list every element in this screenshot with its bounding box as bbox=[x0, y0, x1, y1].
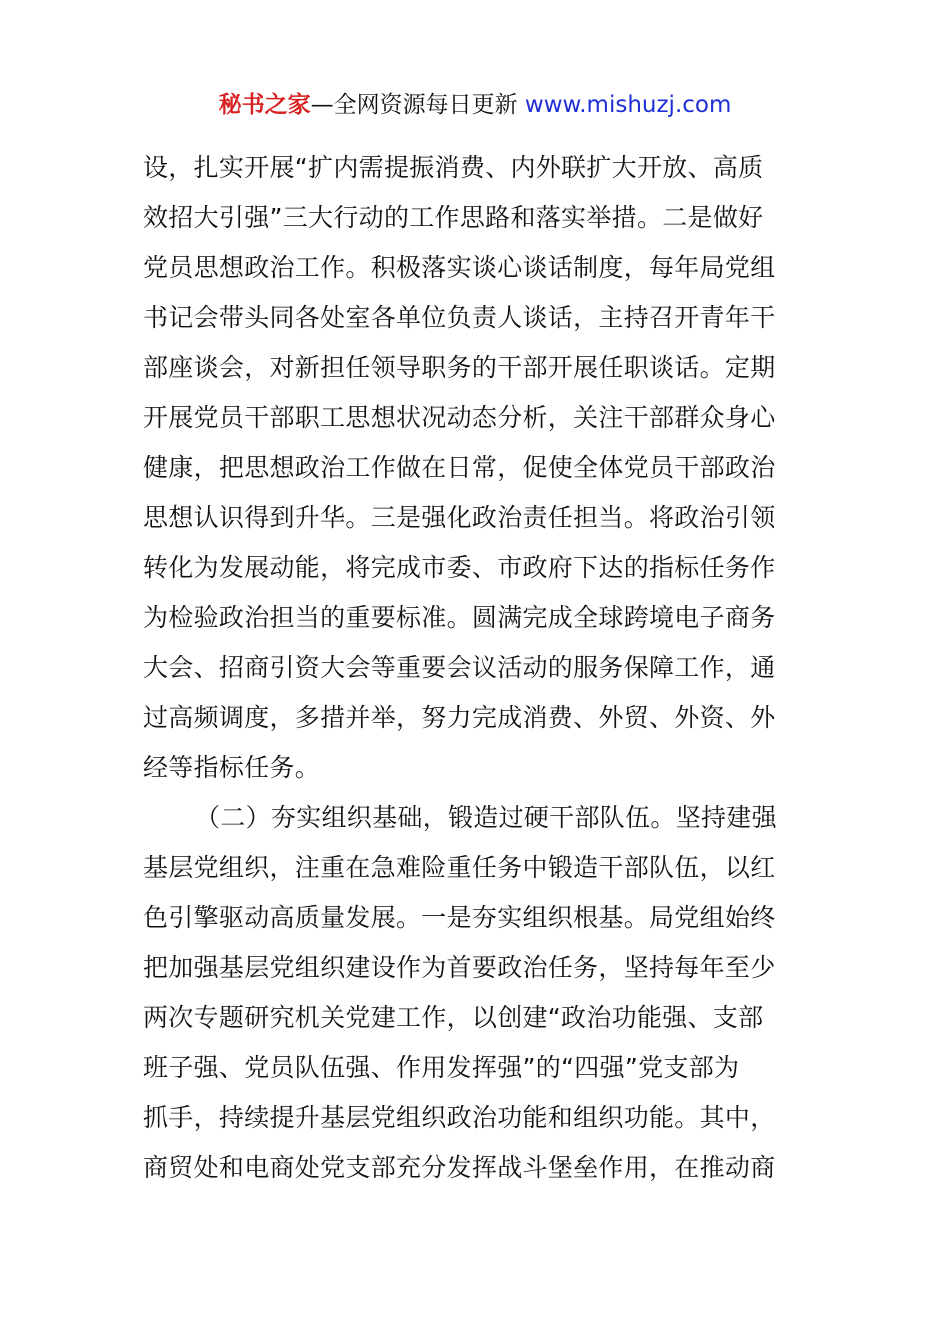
document-body bbox=[143, 143, 807, 1193]
text-line: 效招大引强”三大行动的工作思路和落实举措。二是做好 bbox=[143, 203, 764, 232]
text-line: 经等指标任务。 bbox=[143, 753, 321, 782]
text-line: 过高频调度，多措并举，努力完成消费、外贸、外资、外 bbox=[143, 703, 776, 732]
text-line: 基层党组织，注重在急难险重任务中锻造干部队伍，以红 bbox=[143, 853, 776, 882]
text-line: 色引擎驱动高质量发展。一是夯实组织根基。局党组始终 bbox=[143, 903, 776, 932]
text-line: 部座谈会，对新担任领导职务的干部开展任职谈话。定期 bbox=[143, 353, 776, 382]
text-line: 设，扎实开展“扩内需提振消费、内外联扩大开放、高质 bbox=[143, 153, 764, 182]
site-tagline: —全网资源每日更新 bbox=[310, 92, 525, 118]
text-line: 书记会带头同各处室各单位负责人谈话，主持召开青年干 bbox=[143, 303, 776, 332]
text-line: 商贸处和电商处党支部充分发挥战斗堡垒作用，在推动商 bbox=[143, 1153, 776, 1182]
text-line: 抓手，持续提升基层党组织政治功能和组织功能。其中， bbox=[143, 1103, 776, 1132]
text-line: 大会、招商引资大会等重要会议活动的服务保障工作，通 bbox=[143, 653, 776, 682]
text-line: 党员思想政治工作。积极落实谈心谈话制度，每年局党组 bbox=[143, 253, 776, 282]
site-brand: 秘书之家 bbox=[218, 92, 311, 118]
text-line: 两次专题研究机关党建工作，以创建“政治功能强、支部 bbox=[143, 1003, 764, 1032]
text-line: 开展党员干部职工思想状况动态分析，关注干部群众身心 bbox=[143, 403, 776, 432]
text-line: 把加强基层党组织建设作为首要政治任务，坚持每年至少 bbox=[143, 953, 776, 982]
text-line: 班子强、党员队伍强、作用发挥强”的“四强”党支部为 bbox=[143, 1053, 740, 1082]
text-line: 为检验政治担当的重要标准。圆满完成全球跨境电子商务 bbox=[143, 603, 776, 632]
text-line: 思想认识得到升华。三是强化政治责任担当。将政治引领 bbox=[143, 503, 776, 532]
text-line: 转化为发展动能，将完成市委、市政府下达的指标任务作 bbox=[143, 553, 776, 582]
text-line: 健康，把思想政治工作做在日常，促使全体党员干部政治 bbox=[143, 453, 776, 482]
site-url-link[interactable]: www.mishuzj.com bbox=[524, 92, 732, 118]
site-header bbox=[0, 88, 950, 122]
section-heading-line: （二）夯实组织基础，锻造过硬干部队伍。坚持建强 bbox=[195, 803, 777, 832]
